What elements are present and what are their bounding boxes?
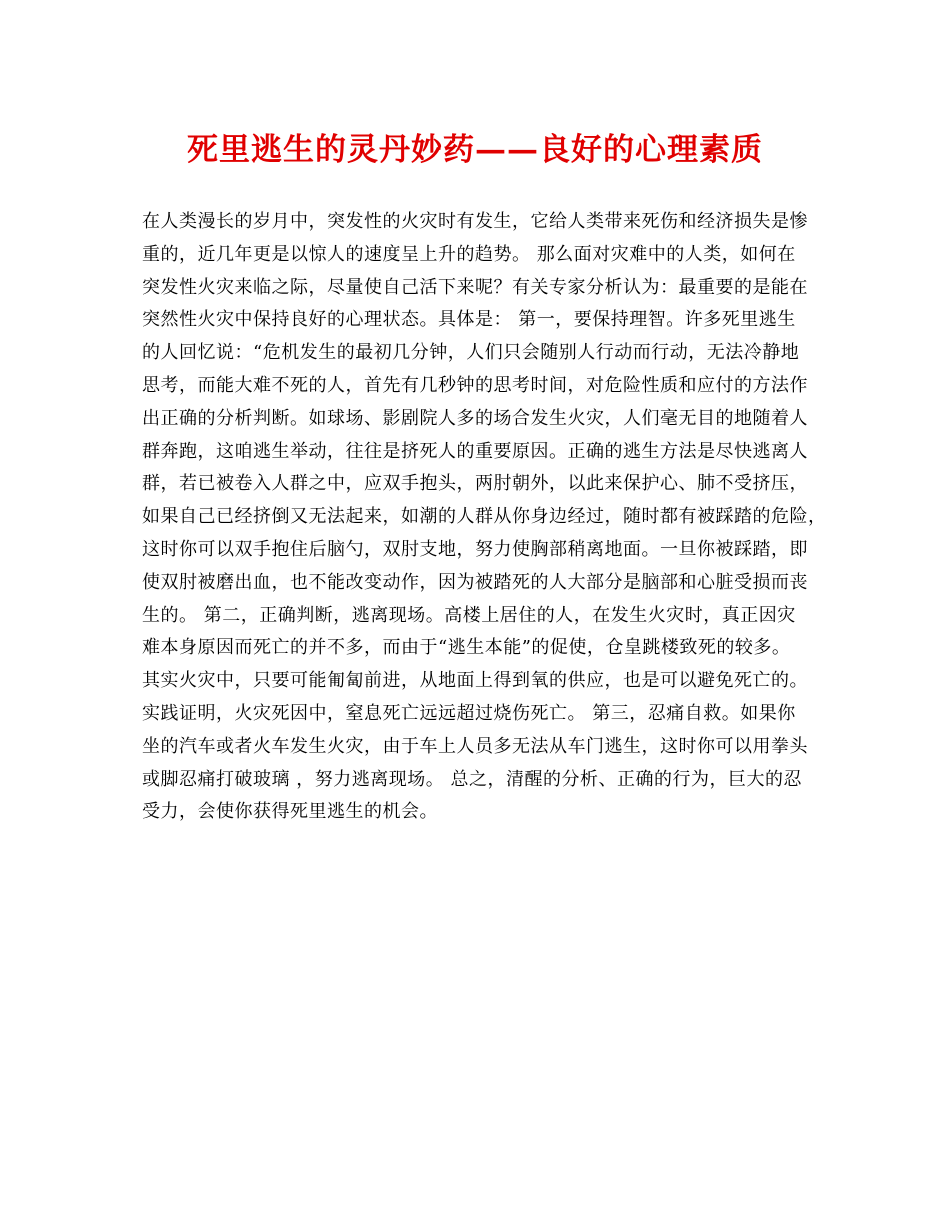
body-line: 出正确的分析判断。如球场、影剧院人多的场合发生火灾，人们毫无目的地随着人 — [142, 407, 808, 429]
body-line: 实践证明，火灾死因中，窒息死亡远远超过烧伤死亡。 第三，忍痛自救。如果你 — [142, 702, 796, 724]
body-line: 这时你可以双手抱住后脑勺，双肘支地，努力使胸部稍离地面。一旦你被踩踏，即 — [142, 538, 808, 560]
body-line: 其实火灾中，只要可能匍匐前进，从地面上得到氧的供应，也是可以避免死亡的。 — [142, 670, 808, 692]
body-line: 群，若已被卷入人群之中，应双手抱头，两肘朝外，以此来保护心、肺不受挤压， — [142, 473, 808, 495]
page-title: 死里逃生的灵丹妙药——良好的心理素质 — [187, 132, 763, 168]
body-line: 思考，而能大难不死的人，首先有几秒钟的思考时间，对危险性质和应付的方法作 — [142, 374, 808, 396]
body-line: 如果自己已经挤倒又无法起来，如潮的人群从你身边经过，随时都有被踩踏的危险， — [142, 506, 827, 528]
body-line: 突然性火灾中保持良好的心理状态。具体是： 第一，要保持理智。许多死里逃生 — [142, 309, 796, 331]
body-line: 或脚忍痛打破玻璃 ，努力逃离现场。 总之，清醒的分析、正确的行为，巨大的忍 — [142, 768, 802, 790]
body-line: 在人类漫长的岁月中，突发性的火灾时有发生，它给人类带来死伤和经济损失是惨 — [142, 211, 808, 232]
body-line: 坐的汽车或者火车发生火灾，由于车上人员多无法从车门逃生，这时你可以用拳头 — [142, 735, 808, 757]
body-line: 突发性火灾来临之际，尽量使自己活下来呢？有关专家分析认为：最重要的是能在 — [142, 276, 808, 298]
body-line: 使双肘被磨出血，也不能改变动作，因为被踏死的人大部分是脑部和心脏受损而丧 — [142, 571, 808, 593]
body-line: 难本身原因而死亡的并不多，而由于“逃生本能”的促使，仓皇跳楼致死的较多。 — [142, 637, 791, 659]
body-line: 受力，会使你获得死里逃生的机会。 — [142, 801, 438, 823]
body-line: 群奔跑，这咱逃生举动，往往是挤死人的重要原因。正确的逃生方法是尽快逃离人 — [142, 440, 808, 462]
body-line: 生的。 第二，正确判断，逃离现场。高楼上居住的人，在发生火灾时，真正因灾 — [142, 604, 796, 626]
body-line: 的人回忆说：“危机发生的最初几分钟，人们只会随别人行动而行动，无法冷静地 — [142, 342, 800, 364]
article-body — [142, 206, 827, 829]
body-line: 重的，近几年更是以惊人的速度呈上升的趋势。 那么面对灾难中的人类，如何在 — [142, 243, 796, 265]
